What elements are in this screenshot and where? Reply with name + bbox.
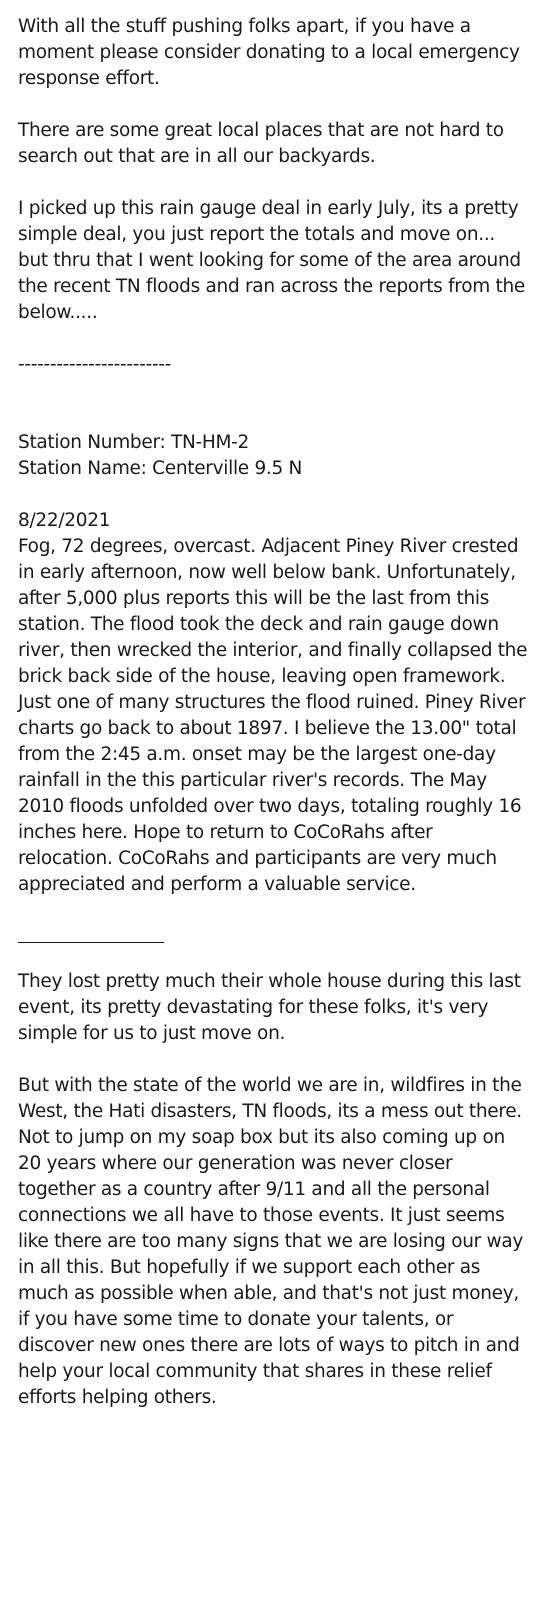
dash-separator: ------------------------	[18, 354, 172, 375]
lost-house-paragraph: They lost pretty much their whole house during this last event, its pretty devastating for these folks, it's very simple for us to just move on.	[18, 971, 527, 1044]
report-text: Fog, 72 degrees, overcast. Adjacent Piney River crested in early afternoon, now well below bank. Unfortunately, after 5,000 plus reports this will be the last from this station. The flood took the deck and rain gauge down river, then wrecked the interior, and finally collapsed the brick back side of the house, leaving open framework. Just one of many structures the flood ruined. Piney River charts go back to about 1897. I believe the 13.00" total from the 2:45 a.m. onset may be the largest one-day rainfall in the this particular river's records. The May 2010 floods unfolded over two days, totaling roughly 16 inches here. Hope to return to CoCoRahs after relocation. CoCoRahs and participants are very much appreciated and perform a valuable service.	[18, 536, 533, 895]
spacer	[18, 326, 528, 352]
spacer	[18, 482, 528, 508]
rain-gauge-paragraph: I picked up this rain gauge deal in early July, its a pretty simple deal, you just report the totals and move on... but thru that I went looking for some of the area around the recent TN floods and ran across the reports from the below.....	[18, 198, 531, 323]
local-places-paragraph: There are some great local places that are not hard to search out that are in all our backyards.	[18, 120, 510, 167]
spacer	[18, 898, 528, 924]
station-name: Station Name: Centerville 9.5 N	[18, 458, 303, 479]
station-number: Station Number: TN-HM-2	[18, 432, 249, 453]
spacer	[18, 170, 528, 196]
intro-paragraph: With all the stuff pushing folks apart, if you have a moment please consider donating to a local emergency response effort.	[18, 16, 526, 89]
report-date: 8/22/2021	[18, 510, 111, 531]
spacer	[18, 378, 528, 430]
spacer	[18, 943, 528, 969]
state-of-world-paragraph: But with the state of the world we are in, wildfires in the West, the Hati disasters, TN floods, its a mess out there. Not to jump on my soap box but its also coming up on 20 years where our generation was never closer together as a country after 9/11 and all the personal connections we all have to those events. It just seems like there are too many signs that we are losing our way in all this. But hopefully if we support each other as much as possible when able, and that's not just money, if you have some time to donate your talents, or discover new ones there are lots of ways to pitch in and help your local community that shares in these relief efforts helping others.	[18, 1075, 533, 1408]
spacer	[18, 1047, 528, 1073]
spacer	[18, 92, 528, 118]
document-body	[18, 14, 533, 1411]
